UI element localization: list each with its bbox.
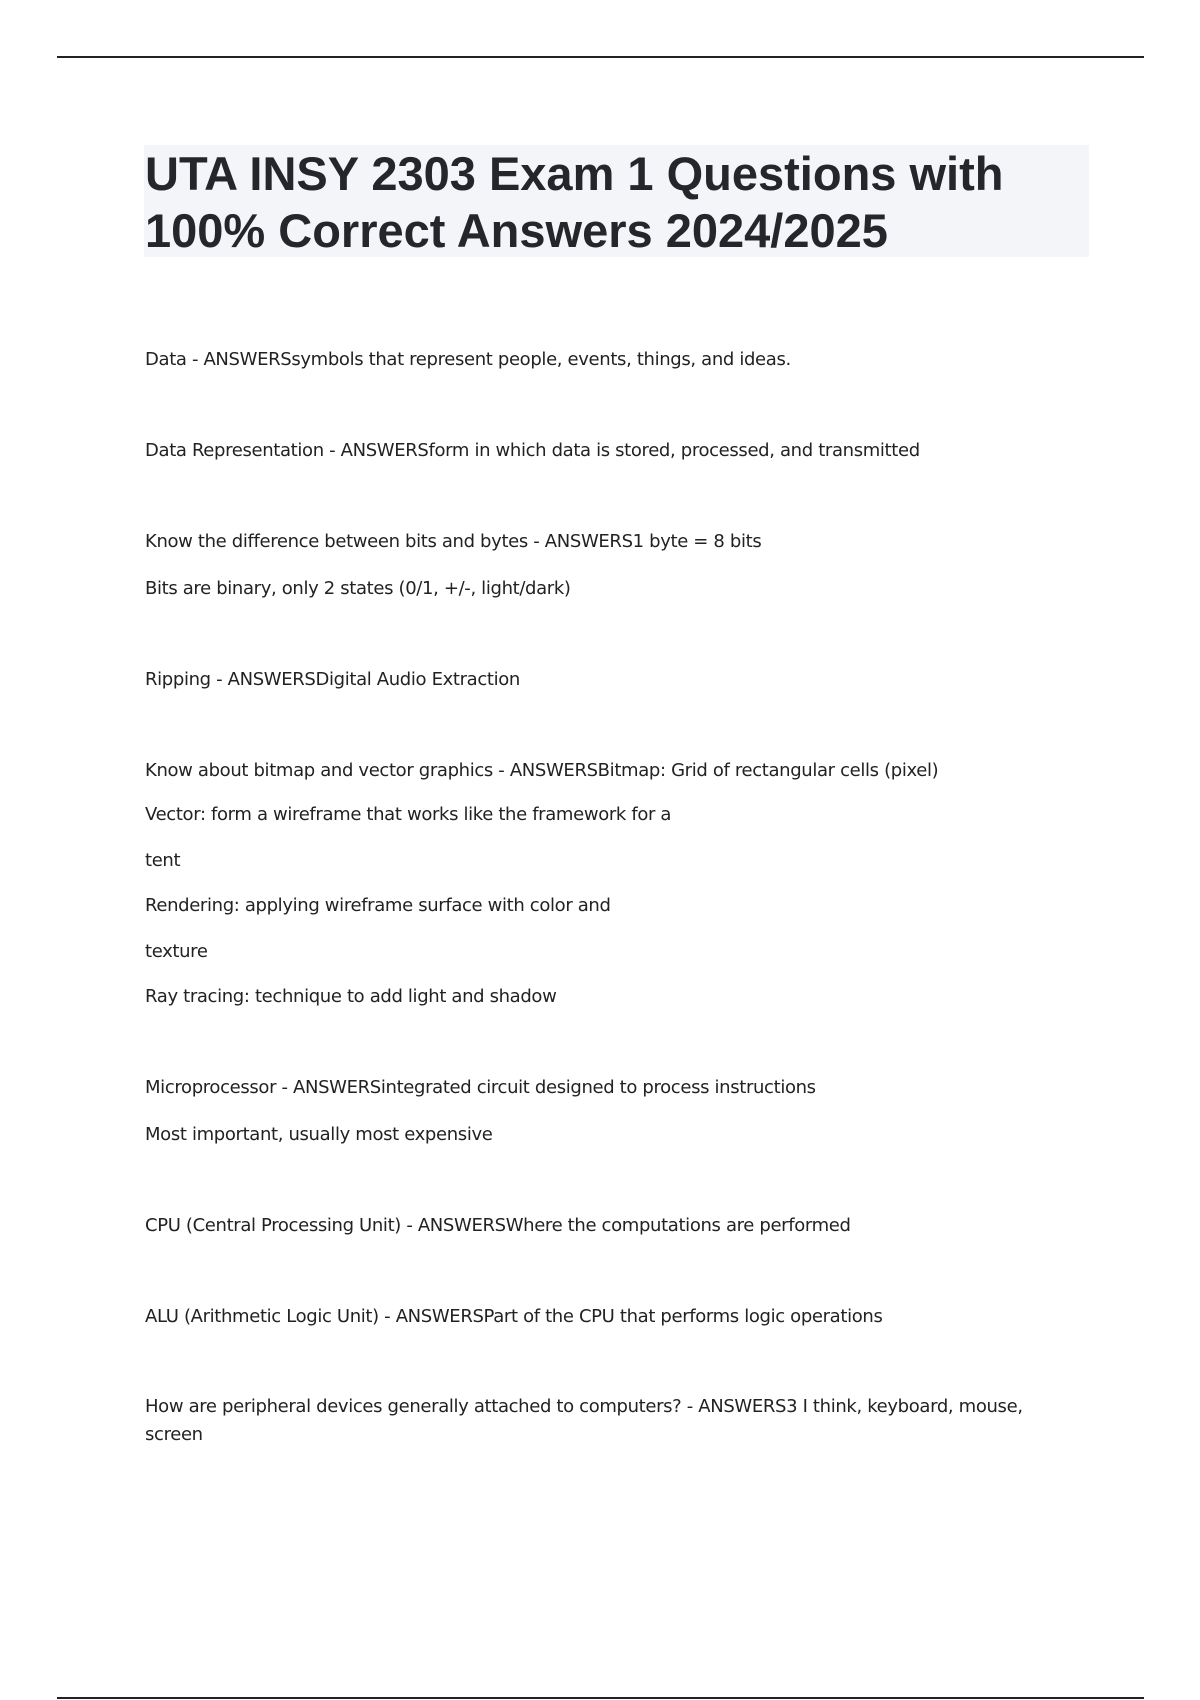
qa-bits-bytes-cont: Bits are binary, only 2 states (0/1, +/-, light/dark) (145, 578, 571, 599)
top-rule (57, 56, 1144, 58)
qa-graphics-tent: tent (145, 850, 181, 871)
qa-graphics-raytracing: Ray tracing: technique to add light and shadow (145, 986, 557, 1007)
bottom-rule (57, 1697, 1144, 1699)
qa-microprocessor-cont: Most important, usually most expensive (145, 1124, 493, 1145)
qa-peripherals: How are peripheral devices generally attached to computers? - ANSWERS3 I think, keyboard, mouse, screen (145, 1396, 1023, 1445)
document-title: UTA INSY 2303 Exam 1 Questions with 100% Correct Answers 2024/2025 (145, 147, 1004, 257)
qa-graphics: Know about bitmap and vector graphics - ANSWERSBitmap: Grid of rectangular cells (pixel) (145, 760, 939, 781)
qa-microprocessor: Microprocessor - ANSWERSintegrated circuit designed to process instructions (145, 1077, 816, 1098)
qa-data-representation: Data Representation - ANSWERSform in which data is stored, processed, and transmitted (145, 440, 920, 461)
qa-graphics-vector: Vector: form a wireframe that works like the framework for a (145, 804, 672, 825)
qa-alu: ALU (Arithmetic Logic Unit) - ANSWERSPart of the CPU that performs logic operations (145, 1306, 883, 1327)
qa-graphics-texture: texture (145, 941, 208, 962)
qa-data: Data - ANSWERSsymbols that represent people, events, things, and ideas. (145, 349, 791, 370)
qa-ripping: Ripping - ANSWERSDigital Audio Extraction (145, 669, 520, 690)
qa-bits-bytes: Know the difference between bits and bytes - ANSWERS1 byte = 8 bits (145, 531, 762, 552)
qa-graphics-rendering: Rendering: applying wireframe surface with color and (145, 895, 611, 916)
qa-cpu: CPU (Central Processing Unit) - ANSWERSWhere the computations are performed (145, 1215, 851, 1236)
